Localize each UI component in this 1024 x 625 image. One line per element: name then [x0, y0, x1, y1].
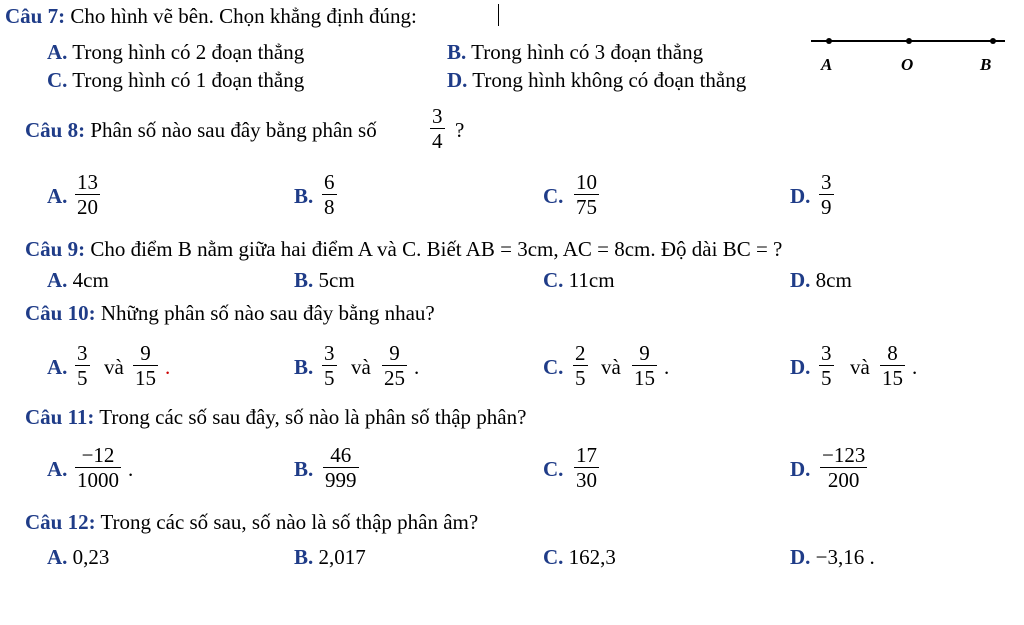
- q8-option-b-fraction[interactable]: [322, 170, 337, 219]
- denominator: 5: [324, 366, 335, 390]
- q12-option-a[interactable]: [47, 545, 109, 569]
- numerator: 3: [432, 104, 443, 128]
- q10-option-c-label[interactable]: C.: [543, 355, 564, 379]
- option-text: 2,017: [313, 545, 366, 569]
- denominator: 15: [135, 366, 156, 390]
- q12-option-b[interactable]: [294, 545, 366, 569]
- q10-option-a-fraction-2[interactable]: [133, 341, 158, 390]
- q9-option-a[interactable]: [47, 268, 109, 292]
- denominator: 9: [821, 195, 832, 219]
- q10-option-b-label[interactable]: B.: [294, 355, 314, 379]
- q11-label: Câu 11:: [25, 405, 95, 429]
- q8-option-a-label[interactable]: A.: [47, 184, 68, 208]
- numerator: 9: [639, 341, 650, 365]
- option-label: B.: [294, 268, 314, 292]
- q10-option-d-fraction-2[interactable]: [880, 341, 905, 390]
- q8-option-c-fraction[interactable]: [574, 170, 599, 219]
- denominator: 999: [325, 468, 357, 492]
- numerator: 10: [576, 170, 597, 194]
- q9-text: Cho điểm B nằm giữa hai điểm A và C. Biết AB = 3cm, AC = 8cm. Độ dài BC = ?: [85, 237, 783, 261]
- q11-option-b-label[interactable]: B.: [294, 457, 314, 481]
- numerator: −123: [822, 443, 866, 467]
- option-label: A.: [47, 40, 68, 64]
- q8-option-b-label[interactable]: B.: [294, 184, 314, 208]
- denominator: 20: [77, 195, 98, 219]
- denominator: 4: [432, 129, 443, 153]
- text-cursor: [498, 4, 499, 26]
- numerator: 8: [887, 341, 898, 365]
- q7-option-d[interactable]: [447, 68, 746, 92]
- q7-option-b[interactable]: [447, 40, 703, 64]
- q11-option-a-label[interactable]: A.: [47, 457, 68, 481]
- option-label: A.: [47, 545, 68, 569]
- q8-option-a-fraction[interactable]: [75, 170, 100, 219]
- option-label: D.: [447, 68, 468, 92]
- option-text: 5cm: [313, 268, 355, 292]
- q11-text: Trong các số sau đây, số nào là phân số thập phân?: [94, 405, 527, 429]
- end-punct: .: [414, 355, 420, 379]
- q11-option-c-label[interactable]: C.: [543, 457, 564, 481]
- denominator: 15: [634, 366, 655, 390]
- numerator: 3: [77, 341, 88, 365]
- q8-suffix: ?: [455, 118, 465, 142]
- end-punct: .: [128, 457, 134, 481]
- option-text: Trong hình có 3 đoạn thẳng: [466, 40, 704, 64]
- numerator: 3: [821, 341, 832, 365]
- option-label: C.: [543, 545, 564, 569]
- denominator: 25: [384, 366, 405, 390]
- point-o-label: O: [901, 55, 914, 74]
- denominator: 30: [576, 468, 597, 492]
- point-a-dot: [826, 38, 832, 44]
- option-label: D.: [790, 545, 811, 569]
- denominator: 8: [324, 195, 335, 219]
- option-label: C.: [47, 68, 68, 92]
- numerator: 46: [330, 443, 352, 467]
- q10-option-c-fraction-2[interactable]: [632, 341, 657, 390]
- numerator: 3: [821, 170, 832, 194]
- q7-label: Câu 7:: [5, 4, 66, 28]
- q12-label: Câu 12:: [25, 510, 96, 534]
- q9-option-d[interactable]: [790, 268, 852, 292]
- q10-option-a-label[interactable]: A.: [47, 355, 68, 379]
- q7-option-a[interactable]: [47, 40, 304, 64]
- option-label: D.: [790, 268, 811, 292]
- q7-stem: [5, 4, 417, 28]
- denominator: 5: [575, 366, 586, 390]
- denominator: 1000: [77, 468, 119, 492]
- q10-option-d-label[interactable]: D.: [790, 355, 811, 379]
- q8-option-d-label[interactable]: D.: [790, 184, 811, 208]
- line-segment-diagram: [805, 30, 1015, 80]
- end-punct: .: [165, 355, 171, 379]
- q9-stem: [25, 237, 782, 261]
- q11-option-d-label[interactable]: D.: [790, 457, 811, 481]
- option-text: 4cm: [67, 268, 109, 292]
- numerator: 3: [324, 341, 335, 365]
- connector-text: và: [850, 355, 870, 379]
- q8-target-fraction: [430, 104, 445, 153]
- option-text: Trong hình có 1 đoạn thẳng: [67, 68, 305, 92]
- denominator: 5: [821, 366, 832, 390]
- q8-stem: [25, 118, 377, 142]
- option-text: −3,16 .: [810, 545, 875, 569]
- numerator: 17: [576, 443, 597, 467]
- q11-option-d-fraction[interactable]: [820, 443, 867, 492]
- q8-option-c-label[interactable]: C.: [543, 184, 564, 208]
- end-punct: .: [664, 355, 670, 379]
- numerator: 9: [389, 341, 400, 365]
- q9-option-c[interactable]: [543, 268, 615, 292]
- q10-label: Câu 10:: [25, 301, 96, 325]
- point-a-label: A: [821, 55, 833, 74]
- q10-option-b-fraction-2[interactable]: [382, 341, 407, 390]
- q8-label: Câu 8:: [25, 118, 86, 142]
- q8-option-d-fraction[interactable]: [819, 170, 834, 219]
- q11-stem: [25, 405, 526, 429]
- option-text: 0,23: [67, 545, 110, 569]
- connector-text: và: [601, 355, 621, 379]
- connector-text: và: [104, 355, 124, 379]
- q12-option-c[interactable]: [543, 545, 616, 569]
- q12-text: Trong các số sau, số nào là số thập phân âm?: [95, 510, 479, 534]
- q11-option-a-fraction[interactable]: [75, 443, 121, 492]
- q11-option-b-fraction[interactable]: [323, 443, 359, 492]
- q12-option-d[interactable]: [790, 545, 875, 569]
- denominator: 75: [576, 195, 597, 219]
- option-label: B.: [294, 545, 314, 569]
- option-text: Trong hình không có đoạn thẳng: [467, 68, 747, 92]
- q7-option-c[interactable]: [47, 68, 304, 92]
- connector-text: và: [351, 355, 371, 379]
- q7-text: Cho hình vẽ bên. Chọn khẳng định đúng:: [65, 4, 417, 28]
- point-o-dot: [906, 38, 912, 44]
- option-label: A.: [47, 268, 68, 292]
- q9-option-b[interactable]: [294, 268, 355, 292]
- option-text: 8cm: [810, 268, 852, 292]
- q8-text: Phân số nào sau đây bằng phân số: [85, 118, 377, 142]
- q10-option-b-fraction-1[interactable]: [322, 341, 337, 390]
- q10-stem: [25, 301, 435, 325]
- numerator: −12: [81, 443, 115, 467]
- q10-option-a-fraction-1[interactable]: [75, 341, 90, 390]
- option-text: 11cm: [563, 268, 615, 292]
- q10-option-c-fraction-1[interactable]: [573, 341, 588, 390]
- numerator: 6: [324, 170, 335, 194]
- numerator: 13: [77, 170, 98, 194]
- option-text: 162,3: [563, 545, 616, 569]
- q11-option-c-fraction[interactable]: [574, 443, 599, 492]
- numerator: 9: [140, 341, 151, 365]
- numerator: 2: [575, 341, 586, 365]
- denominator: 5: [77, 366, 88, 390]
- end-punct: .: [912, 355, 918, 379]
- q12-stem: [25, 510, 478, 534]
- option-text: Trong hình có 2 đoạn thẳng: [67, 40, 305, 64]
- option-label: B.: [447, 40, 467, 64]
- option-label: C.: [543, 268, 564, 292]
- point-b-dot: [990, 38, 996, 44]
- denominator: 200: [827, 468, 860, 492]
- denominator: 15: [882, 366, 903, 390]
- q10-text: Những phân số nào sau đây bằng nhau?: [95, 301, 435, 325]
- point-b-label: B: [980, 55, 992, 74]
- q10-option-d-fraction-1[interactable]: [819, 341, 834, 390]
- q9-label: Câu 9:: [25, 237, 86, 261]
